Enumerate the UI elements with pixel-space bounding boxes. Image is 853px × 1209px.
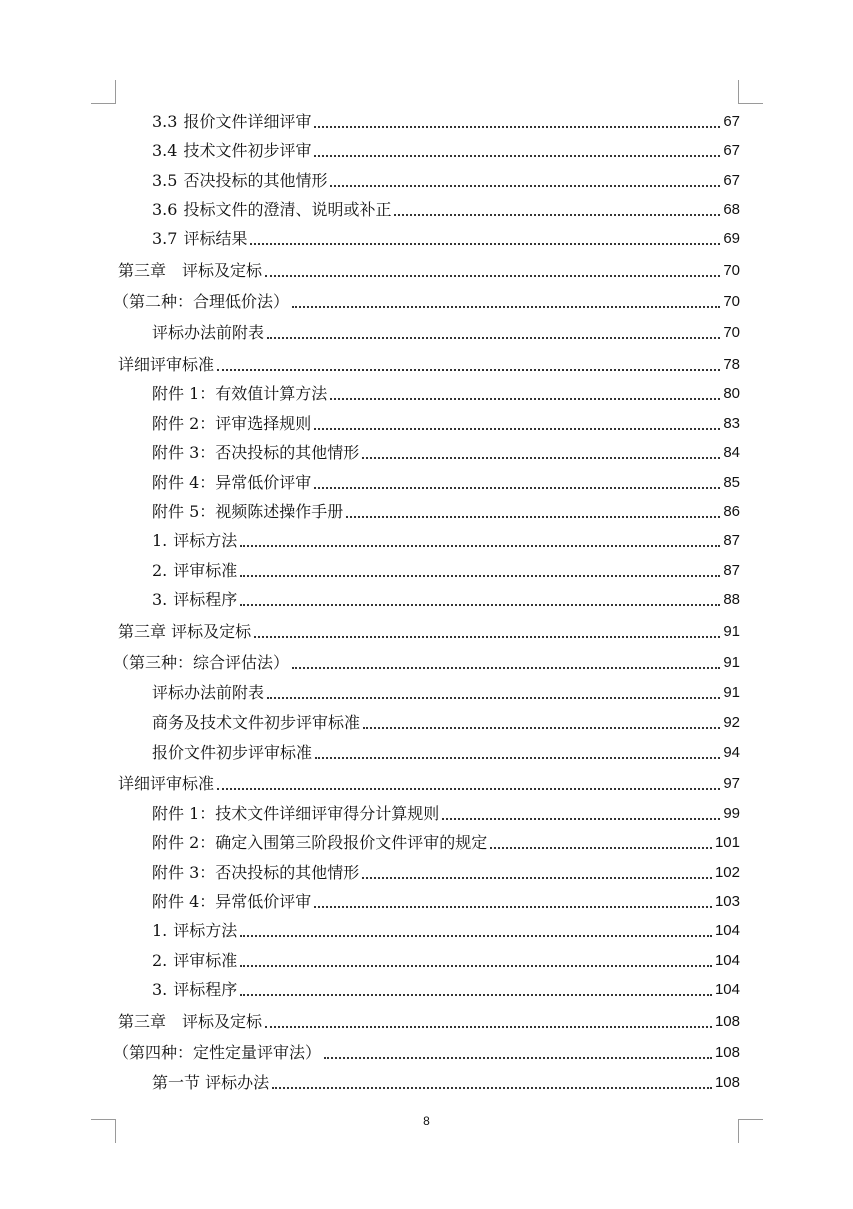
toc-leader-dots [314, 428, 720, 430]
toc-entry-title [152, 228, 247, 250]
toc-entry-title [118, 1011, 262, 1033]
toc-leader-dots [272, 1087, 712, 1089]
toc-entry-label: 投标文件的澄清、说明或补正 [183, 200, 392, 219]
toc-entry[interactable] [152, 712, 740, 734]
toc-entry-number: 3.6 [152, 200, 178, 219]
toc-entry-page: 78 [723, 356, 740, 373]
toc-leader-dots [314, 906, 712, 908]
toc-entry-label: 第三章 评标及定标 [118, 622, 252, 641]
toc-entry-title [118, 354, 214, 376]
toc-leader-dots [240, 965, 712, 967]
toc-leader-dots [330, 398, 720, 400]
toc-entry-number: 1. [152, 921, 168, 940]
toc-entry[interactable] [113, 1042, 740, 1064]
toc-leader-dots [254, 636, 720, 638]
toc-entry-label: 评标方法 [173, 921, 238, 940]
toc-entry[interactable] [118, 354, 740, 376]
toc-entry-page: 67 [723, 113, 740, 130]
toc-entry[interactable] [152, 920, 740, 942]
toc-leader-dots [490, 847, 712, 849]
toc-entry[interactable] [118, 1011, 740, 1033]
toc-entry-title [113, 291, 289, 313]
toc-leader-dots [314, 155, 720, 157]
toc-entry-page: 108 [714, 1013, 740, 1030]
toc-entry-title [118, 621, 251, 643]
toc-leader-dots [240, 545, 720, 547]
toc-entry-label: 附件 1：技术文件详细评审得分计算规则 [152, 804, 440, 823]
toc-entry-page: 92 [723, 714, 740, 731]
toc-entry-title [152, 862, 359, 884]
toc-entry-page: 69 [723, 230, 740, 247]
toc-entry-label: 附件 1：有效值计算方法 [152, 384, 328, 403]
toc-entry[interactable] [152, 832, 740, 854]
toc-entry-number: 2. [152, 951, 168, 970]
toc-leader-dots [217, 788, 720, 790]
toc-entry-number: 3.7 [152, 229, 178, 248]
toc-entry[interactable] [152, 501, 740, 523]
toc-entry-number: 2. [152, 561, 168, 580]
toc-entry[interactable] [152, 950, 740, 972]
toc-entry-title [152, 383, 327, 405]
toc-entry-title [152, 170, 327, 192]
toc-leader-dots [314, 487, 720, 489]
toc-entry-label: （第三种：综合评估法） [113, 653, 290, 672]
toc-entry-label: 附件 4：异常低价评审 [152, 473, 312, 492]
toc-entry-title [152, 413, 311, 435]
toc-entry-number: 3. [152, 590, 168, 609]
toc-entry-label: 评标办法前附表 [152, 683, 265, 702]
toc-entry-label: 报价文件初步评审标准 [152, 743, 313, 762]
toc-leader-dots [330, 185, 720, 187]
toc-entry-page: 70 [723, 293, 740, 310]
toc-leader-dots [324, 1057, 712, 1059]
toc-entry-title [152, 682, 264, 704]
toc-entry-label: 评标结果 [183, 229, 248, 248]
toc-entry-page: 88 [723, 591, 740, 608]
toc-entry-title [152, 199, 391, 221]
toc-entry-title [152, 832, 487, 854]
toc-entry-label: 评标程序 [173, 590, 238, 609]
toc-entry-number: 3.5 [152, 171, 178, 190]
toc-entry[interactable] [118, 260, 740, 282]
toc-entry-page: 84 [723, 444, 740, 461]
toc-entry-label: 报价文件详细评审 [183, 112, 312, 131]
toc-entry-title [152, 322, 264, 344]
toc-leader-dots [267, 337, 720, 339]
toc-entry-label: 附件 3：否决投标的其他情形 [152, 863, 360, 882]
toc-entry[interactable] [152, 530, 740, 552]
toc-entry-page: 86 [723, 503, 740, 520]
toc-entry-label: 第三章 评标及定标 [118, 1012, 263, 1031]
toc-entry-label: 评标方法 [173, 531, 238, 550]
toc-leader-dots [265, 275, 720, 277]
toc-entry-page: 87 [723, 562, 740, 579]
toc-entry-title [152, 501, 343, 523]
toc-entry-title [152, 472, 311, 494]
toc-entry-page: 104 [714, 952, 740, 969]
toc-entry-label: 评标办法前附表 [152, 323, 265, 342]
toc-entry-label: 附件 2：确定入围第三阶段报价文件评审的规定 [152, 833, 488, 852]
toc-entry-page: 91 [723, 654, 740, 671]
toc-leader-dots [292, 306, 720, 308]
toc-entry-label: 技术文件初步评审 [183, 141, 312, 160]
toc-entry-label: （第二种：合理低价法） [113, 292, 290, 311]
toc-entry-label: 评审标准 [173, 561, 238, 580]
toc-entry-label: 评审标准 [173, 951, 238, 970]
toc-leader-dots [314, 126, 720, 128]
toc-entry-number: 3. [152, 980, 168, 999]
toc-entry-page: 102 [714, 864, 740, 881]
toc-entry[interactable] [152, 742, 740, 764]
toc-entry-title [152, 979, 237, 1001]
toc-leader-dots [240, 935, 712, 937]
toc-entry-page: 83 [723, 415, 740, 432]
toc-entry-title [152, 712, 360, 734]
toc-leader-dots [217, 369, 720, 371]
toc-entry-title [152, 950, 237, 972]
toc-entry[interactable] [152, 560, 740, 582]
toc-entry-title [152, 803, 439, 825]
toc-leader-dots [442, 818, 720, 820]
toc-entry-title [118, 773, 214, 795]
toc-entry[interactable] [113, 291, 740, 313]
toc-entry[interactable] [152, 413, 740, 435]
toc-entry[interactable] [152, 862, 740, 884]
toc-entry-page: 67 [723, 142, 740, 159]
toc-entry[interactable] [152, 111, 740, 133]
toc-entry[interactable] [152, 682, 740, 704]
toc-entry-title [152, 530, 237, 552]
toc-entry[interactable] [118, 621, 740, 643]
toc-entry[interactable] [152, 228, 740, 250]
toc-entry-page: 103 [714, 893, 740, 910]
toc-entry-label: 详细评审标准 [118, 355, 215, 374]
toc-entry-page: 68 [723, 201, 740, 218]
toc-entry[interactable] [152, 170, 740, 192]
toc-leader-dots [250, 243, 720, 245]
toc-entry-page: 70 [723, 262, 740, 279]
toc-entry-page: 99 [723, 805, 740, 822]
toc-entry-label: 附件 4：异常低价评审 [152, 892, 312, 911]
toc-entry-title [113, 1042, 321, 1064]
toc-leader-dots [292, 667, 720, 669]
toc-entry-label: 附件 3：否决投标的其他情形 [152, 443, 360, 462]
toc-entry[interactable] [152, 1072, 740, 1094]
toc-entry-page: 104 [714, 922, 740, 939]
toc-entry[interactable] [152, 803, 740, 825]
toc-entry[interactable] [152, 891, 740, 913]
toc-entry[interactable] [152, 140, 740, 162]
toc-entry-label: 附件 5：视频陈述操作手册 [152, 502, 344, 521]
toc-entry-page: 108 [714, 1074, 740, 1091]
toc-entry-page: 67 [723, 172, 740, 189]
toc-entry-page: 91 [723, 623, 740, 640]
toc-entry-page: 101 [714, 834, 740, 851]
toc-entry[interactable] [152, 472, 740, 494]
toc-entry-page: 87 [723, 532, 740, 549]
toc-entry-title [152, 589, 237, 611]
toc-entry-title [152, 742, 312, 764]
toc-entry-label: 否决投标的其他情形 [183, 171, 328, 190]
toc-leader-dots [265, 1026, 712, 1028]
toc-entry[interactable] [152, 589, 740, 611]
toc-entry-number: 3.3 [152, 112, 178, 131]
toc-entry-title [152, 442, 359, 464]
toc-entry-label: 附件 2：评审选择规则 [152, 414, 312, 433]
toc-entry-title [118, 260, 262, 282]
toc-entry-page: 70 [723, 324, 740, 341]
toc-leader-dots [240, 604, 720, 606]
toc-entry-page: 85 [723, 474, 740, 491]
toc-entry-label: （第四种：定性定量评审法） [113, 1043, 322, 1062]
toc-entry[interactable] [113, 652, 740, 674]
toc-entry-label: 第三章 评标及定标 [118, 261, 263, 280]
page-number: 8 [423, 1114, 430, 1128]
toc-leader-dots [394, 214, 720, 216]
toc-entry-number: 3.4 [152, 141, 178, 160]
toc-entry-title [152, 920, 237, 942]
toc-entry-page: 91 [723, 684, 740, 701]
toc-entry-label: 第一节 评标办法 [152, 1073, 270, 1092]
toc-entry[interactable] [152, 979, 740, 1001]
toc-entry-label: 评标程序 [173, 980, 238, 999]
toc-leader-dots [240, 575, 720, 577]
toc-entry-title [152, 560, 237, 582]
toc-entry-title [152, 1072, 269, 1094]
toc-entry-title [152, 140, 311, 162]
toc-leader-dots [315, 757, 720, 759]
toc-leader-dots [346, 516, 720, 518]
toc-leader-dots [362, 877, 712, 879]
toc-entry-label: 详细评审标准 [118, 774, 215, 793]
toc-leader-dots [362, 457, 720, 459]
toc-entry-page: 108 [714, 1044, 740, 1061]
toc-entry[interactable] [152, 383, 740, 405]
toc-entry-title [152, 111, 311, 133]
toc-leader-dots [363, 727, 720, 729]
toc-entry[interactable] [152, 322, 740, 344]
toc-entry[interactable] [152, 199, 740, 221]
toc-entry-label: 商务及技术文件初步评审标准 [152, 713, 361, 732]
toc-entry-page: 94 [723, 744, 740, 761]
toc-entry-title [113, 652, 289, 674]
toc-entry-number: 1. [152, 531, 168, 550]
toc-entry[interactable] [152, 442, 740, 464]
toc-entry-page: 97 [723, 775, 740, 792]
toc-entry[interactable] [118, 773, 740, 795]
toc-leader-dots [240, 994, 712, 996]
toc-leader-dots [267, 697, 720, 699]
toc-entry-page: 80 [723, 385, 740, 402]
toc-entry-page: 104 [714, 981, 740, 998]
toc-entry-title [152, 891, 311, 913]
